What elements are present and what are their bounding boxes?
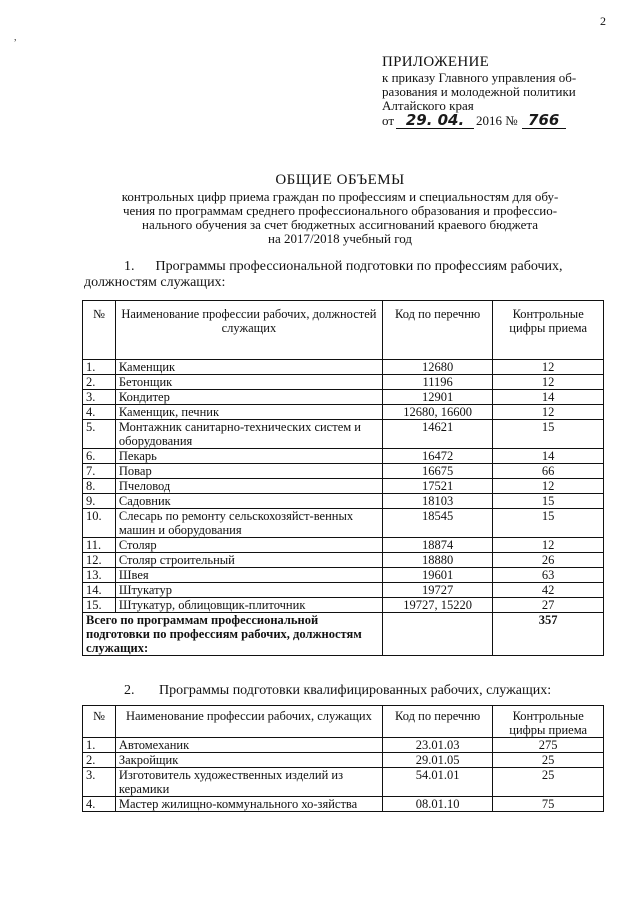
row-name: Швея (115, 568, 382, 583)
section2-title (124, 683, 604, 699)
row-num: 4. (83, 405, 116, 420)
appendix-line: разования и молодежной политики (382, 84, 576, 99)
row-num: 1. (83, 738, 116, 753)
table-row (83, 360, 604, 375)
order-line (382, 113, 622, 129)
row-code: 12901 (382, 390, 492, 405)
row-code: 08.01.10 (382, 797, 492, 812)
table-row (83, 568, 604, 583)
row-name: Столяр строительный (115, 553, 382, 568)
header-name: Наименование профессии рабочих, должностей служащих (115, 301, 382, 360)
row-plan: 25 (493, 753, 604, 768)
row-num: 12. (83, 553, 116, 568)
row-name: Штукатур, облицовщик-плиточник (115, 598, 382, 613)
row-code: 18880 (382, 553, 492, 568)
header-plan: Контрольные цифры приема (493, 301, 604, 360)
row-plan: 15 (493, 494, 604, 509)
row-plan: 75 (493, 797, 604, 812)
row-plan: 12 (493, 375, 604, 390)
row-code: 14621 (382, 420, 492, 449)
total-label: Всего по программам профессиональной подготовки по профессиям рабочих, должностям служащих: (83, 613, 383, 656)
table-row (83, 768, 604, 797)
section1-title-line1: Программы профессиональной подготовки по профессиям рабочих, (155, 259, 563, 274)
row-num: 2. (83, 753, 116, 768)
heading-line: контрольных цифр приема граждан по профессиям и специальностям для обу- (121, 189, 559, 204)
section1-title (84, 259, 604, 291)
appendix-line: к приказу Главного управления об- (382, 70, 577, 85)
row-code: 18545 (382, 509, 492, 538)
table-header-row (83, 706, 604, 738)
row-num: 5. (83, 420, 116, 449)
row-plan: 12 (493, 479, 604, 494)
row-plan: 275 (493, 738, 604, 753)
row-plan: 66 (493, 464, 604, 479)
table-row (83, 509, 604, 538)
row-code: 16472 (382, 449, 492, 464)
total-value: 357 (493, 613, 604, 656)
row-plan: 42 (493, 583, 604, 598)
row-plan: 12 (493, 360, 604, 375)
table-row (83, 598, 604, 613)
row-plan: 12 (493, 405, 604, 420)
row-name: Каменщик, печник (115, 405, 382, 420)
row-code: 16675 (382, 464, 492, 479)
row-plan: 26 (493, 553, 604, 568)
table-row (83, 449, 604, 464)
order-year: 2016 № (476, 113, 518, 128)
table-row (83, 738, 604, 753)
row-num: 1. (83, 360, 116, 375)
row-plan: 27 (493, 598, 604, 613)
row-plan: 14 (493, 390, 604, 405)
row-plan: 15 (493, 509, 604, 538)
table-row (83, 553, 604, 568)
table-row (83, 405, 604, 420)
row-code: 11196 (382, 375, 492, 390)
table-body (83, 360, 604, 613)
row-name: Пчеловод (115, 479, 382, 494)
section2-title-text: Программы подготовки квалифицированных рабочих, служащих: (159, 683, 552, 698)
table-row (83, 797, 604, 812)
margin-mark: , (14, 32, 17, 43)
header-code: Код по перечню (382, 301, 492, 360)
row-name: Пекарь (115, 449, 382, 464)
table-body (83, 738, 604, 812)
row-num: 9. (83, 494, 116, 509)
row-code: 12680 (382, 360, 492, 375)
row-name: Закройщик (115, 753, 382, 768)
row-num: 13. (83, 568, 116, 583)
row-num: 10. (83, 509, 116, 538)
row-num: 15. (83, 598, 116, 613)
row-name: Бетонщик (115, 375, 382, 390)
table-row (83, 583, 604, 598)
row-name: Монтажник санитарно-технических систем и оборудования (115, 420, 382, 449)
row-plan: 14 (493, 449, 604, 464)
row-name: Изготовитель художественных изделий из керамики (115, 768, 382, 797)
row-code: 54.01.01 (382, 768, 492, 797)
row-num: 3. (83, 390, 116, 405)
row-name: Автомеханик (115, 738, 382, 753)
page-number: 2 (600, 14, 606, 28)
table-row (83, 538, 604, 553)
heading-title: ОБЩИЕ ОБЪЕМЫ (275, 172, 405, 188)
table-row (83, 494, 604, 509)
table-row (83, 753, 604, 768)
heading-line: на 2017/2018 учебный год (268, 231, 412, 246)
section1-number: 1. (124, 259, 135, 274)
appendix-title: ПРИЛОЖЕНИЕ (382, 54, 490, 70)
section2-number: 2. (124, 683, 135, 698)
heading-line: нального обучения за счет бюджетных ассигнований краевого бюджета (142, 217, 538, 232)
row-num: 3. (83, 768, 116, 797)
row-code: 19727 (382, 583, 492, 598)
row-num: 7. (83, 464, 116, 479)
appendix-line: Алтайского края (382, 98, 474, 113)
order-number-handwritten: 766 (522, 113, 566, 129)
row-name: Садовник (115, 494, 382, 509)
row-num: 4. (83, 797, 116, 812)
appendix-block (382, 54, 622, 129)
row-plan: 25 (493, 768, 604, 797)
row-plan: 15 (493, 420, 604, 449)
table-row (83, 479, 604, 494)
row-num: 14. (83, 583, 116, 598)
row-code: 23.01.03 (382, 738, 492, 753)
document-heading (60, 172, 620, 246)
row-name: Слесарь по ремонту сельскохозяйст-венных машин и оборудования (115, 509, 382, 538)
row-code: 18103 (382, 494, 492, 509)
header-num: № (83, 706, 116, 738)
order-prefix: от (382, 113, 395, 128)
table-row (83, 390, 604, 405)
row-code: 19727, 15220 (382, 598, 492, 613)
row-plan: 63 (493, 568, 604, 583)
row-name: Каменщик (115, 360, 382, 375)
row-num: 11. (83, 538, 116, 553)
table-row (83, 464, 604, 479)
row-name: Кондитер (115, 390, 382, 405)
row-code: 12680, 16600 (382, 405, 492, 420)
row-name: Повар (115, 464, 382, 479)
row-plan: 12 (493, 538, 604, 553)
header-plan: Контрольные цифры приема (493, 706, 604, 738)
table-qualified-workers (82, 705, 604, 812)
row-code: 17521 (382, 479, 492, 494)
row-code: 18874 (382, 538, 492, 553)
row-name: Штукатур (115, 583, 382, 598)
table-professional-training (82, 300, 604, 656)
row-num: 8. (83, 479, 116, 494)
heading-line: чения по программам среднего профессионального образования и профессио- (122, 203, 558, 218)
order-date-handwritten: 29. 04. (396, 113, 474, 129)
row-name: Столяр (115, 538, 382, 553)
header-num: № (83, 301, 116, 360)
total-empty (382, 613, 492, 656)
section1-title-line2: должностям служащих: (84, 275, 226, 290)
table-row (83, 375, 604, 390)
header-code: Код по перечню (382, 706, 492, 738)
row-code: 19601 (382, 568, 492, 583)
row-name: Мастер жилищно-коммунального хо-зяйства (115, 797, 382, 812)
row-num: 2. (83, 375, 116, 390)
row-num: 6. (83, 449, 116, 464)
row-code: 29.01.05 (382, 753, 492, 768)
total-row (83, 613, 604, 656)
table-header-row (83, 301, 604, 360)
table-row (83, 420, 604, 449)
header-name: Наименование профессии рабочих, служащих (115, 706, 382, 738)
